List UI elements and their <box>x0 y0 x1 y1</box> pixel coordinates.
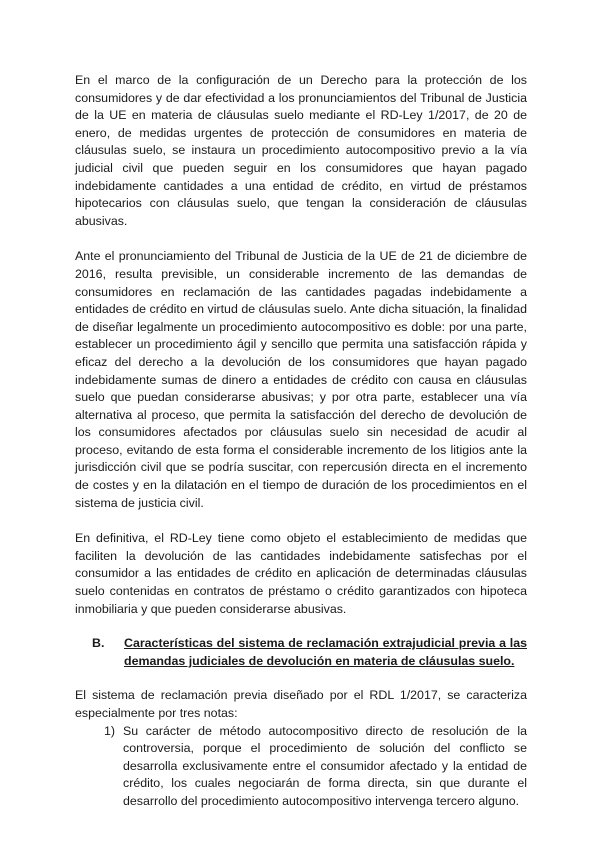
list-item-text: Su carácter de método autocompositivo directo de resolución de la controversia, porque el procedimiento de solución del conflicto se desarrolla exclusivamente entre el consumidor afectado y la entidad de crédito, los cuales negociarán de forma directa, sin que durante el desarrollo del procedimiento autocompositivo intervenga tercero alguno. <box>123 723 527 808</box>
list-item <box>75 723 527 811</box>
section-heading <box>75 635 527 670</box>
paragraph-3: En definitiva, el RD-Ley tiene como objeto el establecimiento de medidas que faciliten la devolución de las cantidades indebidamente satisfechas por el consumidor a las entidades de crédito en aplicación de determinadas cláusulas suelo contenidas en contratos de préstamo o crédito garantizados con hipoteca inmobiliaria y que pueden considerarse abusivas. <box>75 531 527 616</box>
intro-paragraph: El sistema de reclamación previa diseñado por el RDL 1/2017, se caracteriza especialmente por tres notas: <box>75 688 527 720</box>
section-letter: B. <box>92 636 105 651</box>
document-page <box>75 72 527 811</box>
paragraph-2: Ante el pronunciamiento del Tribunal de Justicia de la UE de 21 de diciembre de 2016, resulta previsible, un considerable incremento de las demandas de consumidores en reclamación de las cantidades pagadas indebidamente a entidades de crédito en virtud de cláusulas suelo. Ante dicha situación, la finalidad de diseñar legalmente un procedimiento autocompositivo es doble: por una parte, establecer un procedimiento ágil y sencillo que permita una satisfacción rápida y eficaz del derecho a la devolución de los consumidores que hayan pagado indebidamente sumas de dinero a entidades de crédito con causa en cláusulas suelo que puedan considerarse abusivas; y por otra parte, establecer una vía alternativa al proceso, que permita la satisfacción del derecho de devolución de los consumidores afectados por cláusulas suelo sin necesidad de acudir al proceso, evitando de esta forma el considerable incremento de los litigios ante la jurisdicción civil que se podría suscitar, con repercusión directa en el incremento de costes y en la dilatación en el tiempo de duración de los procedimientos en el sistema de justicia civil. <box>75 249 527 510</box>
list-item-number: 1) <box>103 723 115 738</box>
paragraph-1: En el marco de la configuración de un Derecho para la protección de los consumidores y de dar efectividad a los pronunciamientos del Tribunal de Justicia de la UE en materia de cláusulas suelo mediante el RD-Ley 1/2017, de 20 de enero, de medidas urgentes de protección de consumidores en materia de cláusulas suelo, se instaura un procedimiento autocompositivo previo a la vía judicial civil que pueden seguir en los consumidores que hayan pagado indebidamente cantidades a una entidad de crédito, en virtud de préstamos hipotecarios con cláusulas suelo, que tengan la consideración de cláusulas abusivas. <box>75 73 527 228</box>
section-title: Características del sistema de reclamación extrajudicial previa a las demandas judiciales de devolución en materia de cláusulas suelo. <box>124 636 527 668</box>
characteristics-list <box>75 723 527 811</box>
